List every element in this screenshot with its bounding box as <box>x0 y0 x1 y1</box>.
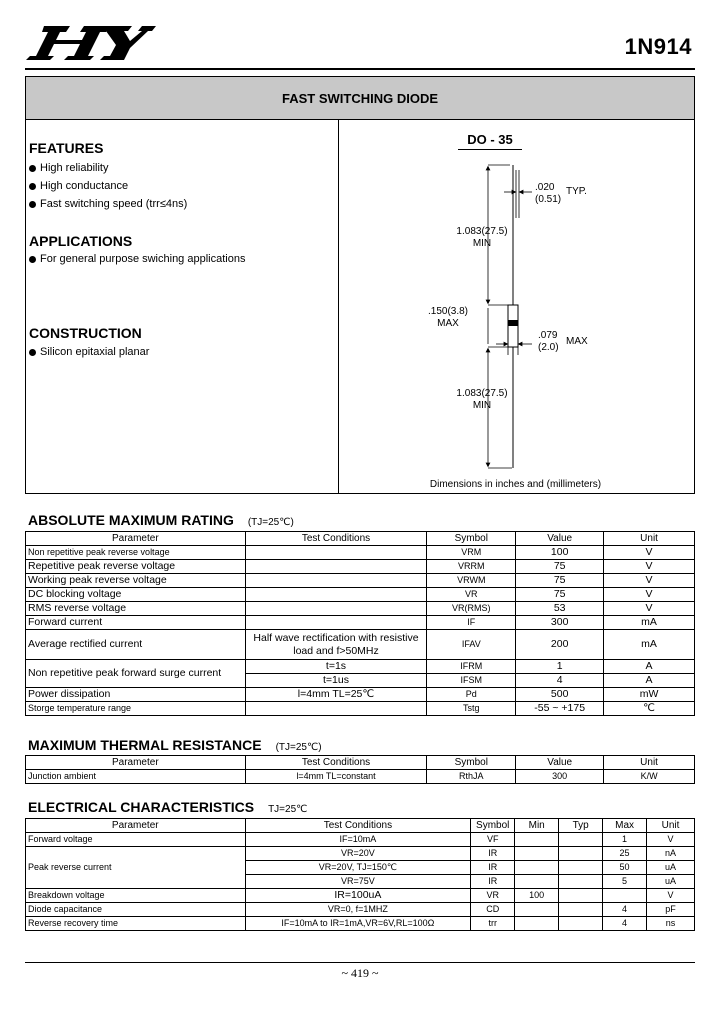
cell <box>603 889 647 903</box>
col-header: Parameter <box>26 756 246 770</box>
col-header: Test Conditions <box>245 756 427 770</box>
cell: Non repetitive peak reverse voltage <box>26 546 246 560</box>
table-row <box>26 688 695 702</box>
bullet-icon <box>29 183 36 190</box>
cell: -55 ~ +175 <box>516 702 604 716</box>
cell: Forward current <box>26 616 246 630</box>
construction-heading: CONSTRUCTION <box>29 325 142 341</box>
table-row <box>26 560 695 574</box>
cell: VR=20V <box>245 847 471 861</box>
bullet-icon <box>29 349 36 356</box>
cell: t=1s <box>245 660 427 674</box>
col-header: Unit <box>647 819 695 833</box>
electrical-heading <box>28 799 307 815</box>
cell <box>559 917 603 931</box>
cell: Average rectified current <box>26 630 246 660</box>
table-row <box>26 630 695 660</box>
electrical-condition: TJ=25℃ <box>268 804 308 815</box>
cell <box>245 616 427 630</box>
table-row <box>26 602 695 616</box>
dim-lead-bottom: 1.083(27.5) MIN <box>456 388 508 411</box>
thermal-heading-text: MAXIMUM THERMAL RESISTANCE <box>28 737 262 753</box>
col-header: Parameter <box>26 532 246 546</box>
part-number: 1N914 <box>624 34 692 59</box>
cell: V <box>604 602 695 616</box>
cell: V <box>604 574 695 588</box>
cell <box>515 875 559 889</box>
cell <box>515 847 559 861</box>
dim-body-diameter: .079 (2.0) <box>538 330 559 353</box>
cell: mW <box>604 688 695 702</box>
cell: 300 <box>516 770 604 784</box>
cell <box>515 833 559 847</box>
cell: Forward voltage <box>26 833 246 847</box>
col-header: Typ <box>559 819 603 833</box>
dimension-note: Dimensions in inches and (millimeters) <box>429 479 602 490</box>
cell: RthJA <box>427 770 516 784</box>
cell: 75 <box>516 560 604 574</box>
col-header: Symbol <box>427 756 516 770</box>
thermal-heading <box>28 737 322 753</box>
dim-lead-diameter: .020 (0.51) <box>535 182 562 205</box>
cell: Junction ambient <box>26 770 246 784</box>
cell: mA <box>604 616 695 630</box>
table-row <box>26 660 695 674</box>
cell: pF <box>647 903 695 917</box>
cell: l=4mm TL=25℃ <box>245 688 427 702</box>
cell: VR <box>471 889 515 903</box>
footer-rule <box>25 962 695 963</box>
cell: Non repetitive peak forward surge current <box>26 660 246 688</box>
table-row <box>26 847 695 861</box>
cell: RMS reverse voltage <box>26 602 246 616</box>
table-row <box>26 574 695 588</box>
col-header: Unit <box>604 532 695 546</box>
application-text: For general purpose swiching applications <box>40 253 246 265</box>
cell: Power dissipation <box>26 688 246 702</box>
cell <box>245 574 427 588</box>
cell: CD <box>471 903 515 917</box>
abs-max-heading <box>28 512 294 528</box>
feature-text: Fast switching speed (trr≤4ns) <box>40 198 188 210</box>
cell: VRM <box>427 546 516 560</box>
cell: 200 <box>516 630 604 660</box>
feature-item <box>29 198 187 210</box>
cell: 25 <box>603 847 647 861</box>
package-name: DO - 35 <box>458 132 522 150</box>
abs-max-table <box>25 531 695 716</box>
thermal-condition: (TJ=25℃) <box>275 742 322 753</box>
feature-text: High reliability <box>40 162 109 174</box>
cell: Repetitive peak reverse voltage <box>26 560 246 574</box>
cell: 4 <box>603 903 647 917</box>
cell: 75 <box>516 574 604 588</box>
cell: IR <box>471 861 515 875</box>
cell: mA <box>604 630 695 660</box>
cell: A <box>604 674 695 688</box>
title-text: FAST SWITCHING DIODE <box>282 90 438 106</box>
cell: Storge temperature range <box>26 702 246 716</box>
table-row <box>26 770 695 784</box>
cell: IFAV <box>427 630 516 660</box>
cell: VF <box>471 833 515 847</box>
cell: 300 <box>516 616 604 630</box>
feature-item <box>29 162 108 174</box>
cell <box>559 861 603 875</box>
cell <box>245 588 427 602</box>
col-header: Test Conditions <box>245 532 427 546</box>
cell: VR(RMS) <box>427 602 516 616</box>
table-row <box>26 833 695 847</box>
cell: IFRM <box>427 660 516 674</box>
bullet-icon <box>29 165 36 172</box>
cell <box>245 560 427 574</box>
col-header: Parameter <box>26 819 246 833</box>
cell: 50 <box>603 861 647 875</box>
col-header: Symbol <box>427 532 516 546</box>
cell: t=1us <box>245 674 427 688</box>
cell: V <box>604 588 695 602</box>
col-header: Min <box>515 819 559 833</box>
cell: V <box>604 546 695 560</box>
table-row <box>26 903 695 917</box>
cell: IF=10mA <box>245 833 471 847</box>
electrical-table <box>25 818 695 931</box>
cell: ns <box>647 917 695 931</box>
cell: 4 <box>603 917 647 931</box>
document-title <box>25 76 695 120</box>
cell: IFSM <box>427 674 516 688</box>
cell: Breakdown voltage <box>26 889 246 903</box>
cell: ℃ <box>604 702 695 716</box>
cell: Diode capacitance <box>26 903 246 917</box>
bullet-icon <box>29 256 36 263</box>
table-row <box>26 546 695 560</box>
table-header-row <box>26 756 695 770</box>
cell <box>245 602 427 616</box>
cell: V <box>647 889 695 903</box>
cell: A <box>604 660 695 674</box>
dim-body-length: .150(3.8) MAX <box>427 306 469 329</box>
thermal-table <box>25 755 695 784</box>
cell: uA <box>647 861 695 875</box>
cell: Half wave rectification with resistive load and f>50MHz <box>245 630 427 660</box>
table-row <box>26 588 695 602</box>
cell: IR <box>471 847 515 861</box>
cell <box>515 917 559 931</box>
cell: Tstg <box>427 702 516 716</box>
application-item <box>29 253 245 265</box>
cell <box>559 833 603 847</box>
table-header-row <box>26 819 695 833</box>
table-header-row <box>26 532 695 546</box>
cell <box>559 889 603 903</box>
feature-text: High conductance <box>40 180 129 192</box>
cell: trr <box>471 917 515 931</box>
col-header: Test Conditions <box>245 819 471 833</box>
construction-text: Silicon epitaxial planar <box>40 346 150 358</box>
cell: 5 <box>603 875 647 889</box>
applications-heading: APPLICATIONS <box>29 233 133 249</box>
cell: 75 <box>516 588 604 602</box>
cell: V <box>647 833 695 847</box>
col-header: Unit <box>604 756 695 770</box>
bullet-icon <box>29 201 36 208</box>
cell: 4 <box>516 674 604 688</box>
feature-item <box>29 180 128 192</box>
cell: 500 <box>516 688 604 702</box>
table-row <box>26 702 695 716</box>
cell: Pd <box>427 688 516 702</box>
table-row <box>26 889 695 903</box>
cell: IR <box>471 875 515 889</box>
col-header: Value <box>516 756 604 770</box>
info-divider <box>338 120 339 493</box>
cell: V <box>604 560 695 574</box>
page-number: ~ 419 ~ <box>341 966 379 980</box>
cell: DC blocking voltage <box>26 588 246 602</box>
col-header: Symbol <box>471 819 515 833</box>
dim-lead-top: 1.083(27.5) MIN <box>456 226 508 249</box>
cell <box>515 903 559 917</box>
cell: IF <box>427 616 516 630</box>
cell: Peak reverse current <box>26 847 246 889</box>
col-header: Value <box>516 532 604 546</box>
cell: IF=10mA to IR=1mA,VR=6V,RL=100Ω <box>245 917 471 931</box>
dim-lead-diameter-suffix: TYP. <box>566 186 587 197</box>
cell: K/W <box>604 770 695 784</box>
cell: VRWM <box>427 574 516 588</box>
cell: 100 <box>515 889 559 903</box>
cell: VR <box>427 588 516 602</box>
cell: nA <box>647 847 695 861</box>
dim-body-diameter-suffix: MAX <box>566 336 588 347</box>
cell <box>245 546 427 560</box>
electrical-heading-text: ELECTRICAL CHARACTERISTICS <box>28 799 255 815</box>
cell: 53 <box>516 602 604 616</box>
cell: uA <box>647 875 695 889</box>
abs-max-heading-text: ABSOLUTE MAXIMUM RATING <box>28 512 234 528</box>
cell: VRRM <box>427 560 516 574</box>
cell: 1 <box>603 833 647 847</box>
construction-item <box>29 346 149 358</box>
abs-max-condition: (TJ=25℃) <box>247 517 294 528</box>
cell: Working peak reverse voltage <box>26 574 246 588</box>
cell: 100 <box>516 546 604 560</box>
cell: IR=100uA <box>245 889 471 903</box>
cell <box>559 903 603 917</box>
cell: 1 <box>516 660 604 674</box>
cell <box>245 702 427 716</box>
cell <box>559 847 603 861</box>
table-row <box>26 616 695 630</box>
table-row <box>26 917 695 931</box>
col-header: Max <box>603 819 647 833</box>
brand-logo <box>26 22 156 62</box>
cell <box>515 861 559 875</box>
cell: l=4mm TL=constant <box>245 770 427 784</box>
cell: VR=0, f=1MHZ <box>245 903 471 917</box>
cell <box>559 875 603 889</box>
cell: VR=75V <box>245 875 471 889</box>
features-heading: FEATURES <box>29 140 104 156</box>
header-rule <box>25 68 695 70</box>
cell: Reverse recovery time <box>26 917 246 931</box>
cell: VR=20V, TJ=150℃ <box>245 861 471 875</box>
